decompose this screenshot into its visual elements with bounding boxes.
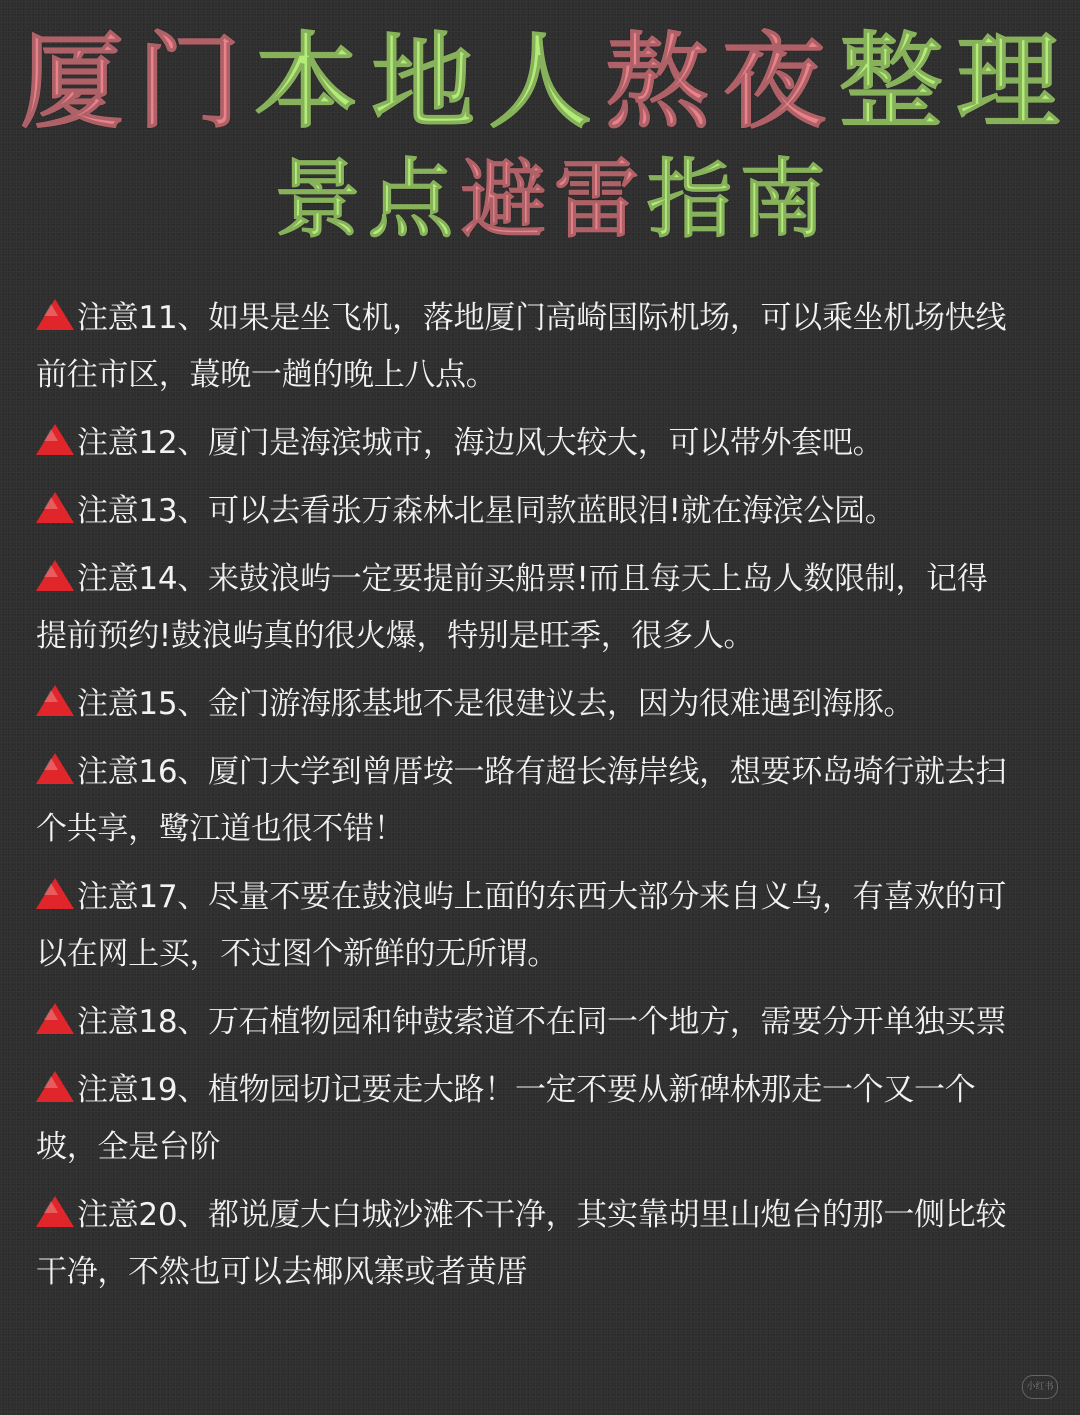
tip-text: 注意20、都说厦大白城沙滩不干净，其实靠胡里山炮台的那一侧比较干净，不然也可以去椰风寨或者黄厝 [36,1197,1007,1290]
tip-text: 注意18、万石植物园和钟鼓索道不在同一个地方，需要分开单独买票 [77,1004,1007,1040]
warning-triangle-icon [36,424,74,455]
subtitle-char: 点 [367,150,454,250]
tips-list [36,290,1011,1312]
tip-item [36,869,1011,983]
tip-item [36,290,1011,404]
title-char: 夜 [721,21,826,143]
tip-text: 注意11、如果是坐飞机，落地厦门高崎国际机场，可以乘坐机场快线前往市区，蕞晚一趟的晚上八点。 [36,300,1007,393]
tip-text: 注意14、来鼓浪屿一定要提前买船票!而且每天上岛人数限制，记得提前预约!鼓浪屿真的很火爆，特别是旺季，很多人。 [36,561,988,654]
tip-text: 注意16、厦门大学到曾厝垵一路有超长海岸线，想要环岛骑行就去扫个共享，鹭江道也很不错！ [36,754,1007,847]
tip-text: 注意17、尽量不要在鼓浪屿上面的东西大部分来自义乌，有喜欢的可以在网上买，不过图个新鲜的无所谓。 [36,879,1007,972]
title-char: 理 [955,21,1060,143]
tip-item [36,1062,1011,1176]
title-char: 本 [253,21,358,143]
tip-item [36,676,1011,733]
tip-item [36,994,1011,1051]
title-char: 厦 [19,21,124,143]
warning-triangle-icon [36,878,74,909]
title-char: 人 [487,21,592,143]
warning-triangle-icon [36,753,74,784]
title-char: 地 [370,21,475,143]
title-char: 熬 [604,21,709,143]
warning-triangle-icon [36,560,74,591]
tip-item [36,551,1011,665]
warning-triangle-icon [36,1196,74,1227]
tip-text: 注意19、植物园切记要走大路！一定不要从新碑林那走一个又一个坡，全是台阶 [36,1072,976,1165]
subtitle-char: 雷 [553,150,640,250]
tip-text: 注意12、厦门是海滨城市，海边风大较大，可以带外套吧。 [77,425,884,461]
tip-item [36,415,1011,472]
tip-text: 注意15、金门游海豚基地不是很建议去，因为很难遇到海豚。 [77,686,915,722]
subtitle-char: 避 [460,150,547,250]
subtitle-char: 指 [646,150,733,250]
subtitle-char: 南 [739,150,826,250]
title-line-1 [0,22,1080,142]
watermark-logo: 小红书 [1022,1375,1058,1399]
warning-triangle-icon [36,492,74,523]
subtitle-char: 景 [274,150,361,250]
warning-triangle-icon [36,1003,74,1034]
tip-item [36,744,1011,858]
warning-triangle-icon [36,685,74,716]
tip-item [36,483,1011,540]
title-char: 门 [136,21,241,143]
warning-triangle-icon [36,299,74,330]
title-line-2 [0,150,1080,250]
tip-text: 注意13、可以去看张万森林北星同款蓝眼泪!就在海滨公园。 [77,493,896,529]
warning-triangle-icon [36,1071,74,1102]
tip-item [36,1187,1011,1301]
title-char: 整 [838,21,943,143]
